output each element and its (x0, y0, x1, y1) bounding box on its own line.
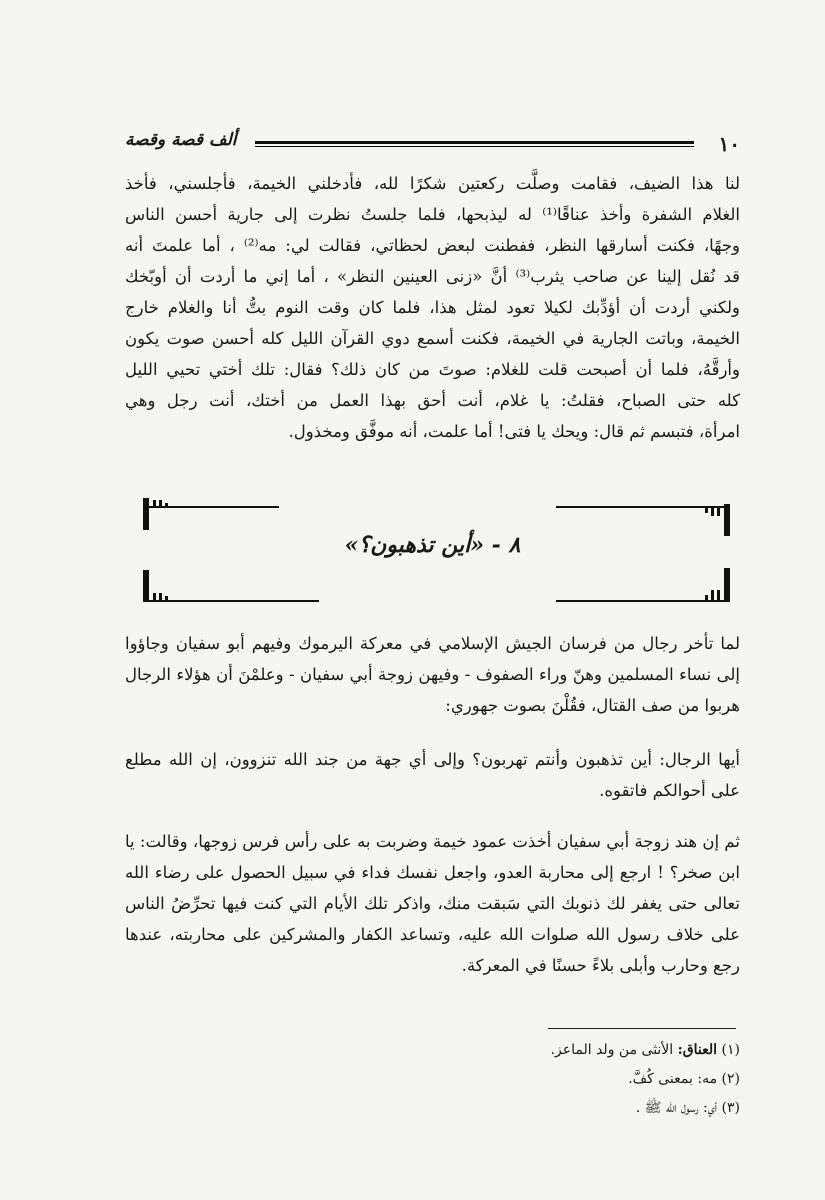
footnote-1 (125, 1036, 740, 1065)
paragraph-women-call: أيها الرجال: أين تذهبون وأنتم تهربون؟ وإلى أي جهة من جند الله تنزوون، إن الله مطلع على أحوالكم فاتقوه. (125, 750, 740, 800)
footnote-3 (125, 1094, 740, 1123)
footnote-2 (125, 1065, 740, 1094)
chapter-title: ٨ - «أين تذهبون؟» (344, 532, 521, 558)
text-line: كله حتى الصباح، فقلتُ: يا غلام، أنت أحق بهذا العمل من أختك، أنت رجل وهي (125, 391, 740, 410)
paragraph-hind: ثم إن هند زوجة أبي سفيان أخذت عمود خيمة وضربت به على رأس فرس زوجها، وقالت: يا ابن صخر؟ ! ارجع إلى محاربة العدو، واجعل نفسك فداء في سبيل الحصول على رضاء الله تعالى حتى يغفر لك ذنوبك التي سَبقت منك، واذكر تلك الأيام التي كنت فيها تحرِّضُ الناس على خلاف رسول الله صلوات الله عليه، وتساعد الكفار والمشركين على محاربته، عندها رجع وحارب وأبلى بلاءً حسنًا في المعركة. (125, 832, 740, 975)
footnote-number: (٣) (721, 1100, 740, 1116)
text-line: وأرقَّهُ، فلما أن أصبحت قلت للغلام: صوتَ من كان ذلك؟ فقال: تلك أختي تحيي الليل (125, 360, 740, 379)
text-line: وجهًا، فكنت أسارقها النظر، ففطنت لبعض لحظاتي، فقالت لي: مه⁽²⁾ ، أما علمتَ أنه (125, 236, 740, 255)
footnote-number: (١) (721, 1042, 740, 1058)
text-line: امرأة، فتبسم ثم قال: ويحك يا فتى! أما علمت، أنه موفَّق ومخذول. (288, 422, 740, 441)
paragraph-story-end (125, 168, 740, 447)
frame-corner-bottom-left (143, 570, 323, 604)
chapter-heading-frame (125, 488, 740, 614)
text-line: لنا هذا الضيف، فقامت وصلَّت ركعتين شكرًا لله، فأدخلني الخيمة، فأجلسني، فأخذ (125, 174, 740, 193)
text-line: ولكني أردت أن أؤدِّبك لكيلا تعود لمثل هذا، فلما كان وقت النوم بتُّ أنا والغلام خارج (125, 298, 740, 317)
paragraph-yarmouk: لما تأخر رجال من فرسان الجيش الإسلامي في معركة اليرموك وفيهم أبو سفيان وجاؤوا إلى نساء المسلمين وهنّ وراء الصفوف - وفيهن زوجة أبي سفيان - وعلمْنَ أن هؤلاء الرجال هربوا من صف القتال، فقُلْنَ بصوت جهوري: (125, 634, 740, 715)
text-line: الخيمة، وباتت الجارية في الخيمة، فكنت أسمع دوي القرآن الليل كله أحسن صوت يكون (125, 329, 740, 348)
page-number: ١٠ (718, 132, 740, 156)
footnote-text: أي: رسول الله ﷺ . (635, 1100, 718, 1116)
footnote-term: العناق: (677, 1042, 718, 1058)
footnote-text: الأنثى من ولد الماعز. (550, 1042, 678, 1058)
footnote-number: (٢) (721, 1071, 740, 1087)
frame-corner-top-right (555, 498, 730, 536)
footnotes (125, 1036, 740, 1123)
frame-corner-bottom-right (555, 568, 730, 604)
book-title: ألف قصة وقصة (125, 130, 237, 150)
footnote-text: مه: بمعنى كُفَّ. (628, 1071, 718, 1087)
frame-corner-top-left (143, 498, 283, 530)
text-line: الغلام الشفرة وأخذ عناقًا⁽¹⁾ له ليذبحها، فلما جلستُ نظرت إلى جارية أحسن الناس (125, 205, 740, 224)
footnote-separator (548, 1028, 736, 1029)
text-line: قد نُقل إلينا عن صاحب يثرب⁽³⁾ أنَّ «زنى العينين النظر» ، أما إني ما أردت أن أوبّخك (125, 267, 740, 286)
running-header (125, 130, 740, 156)
header-rule (255, 141, 694, 147)
